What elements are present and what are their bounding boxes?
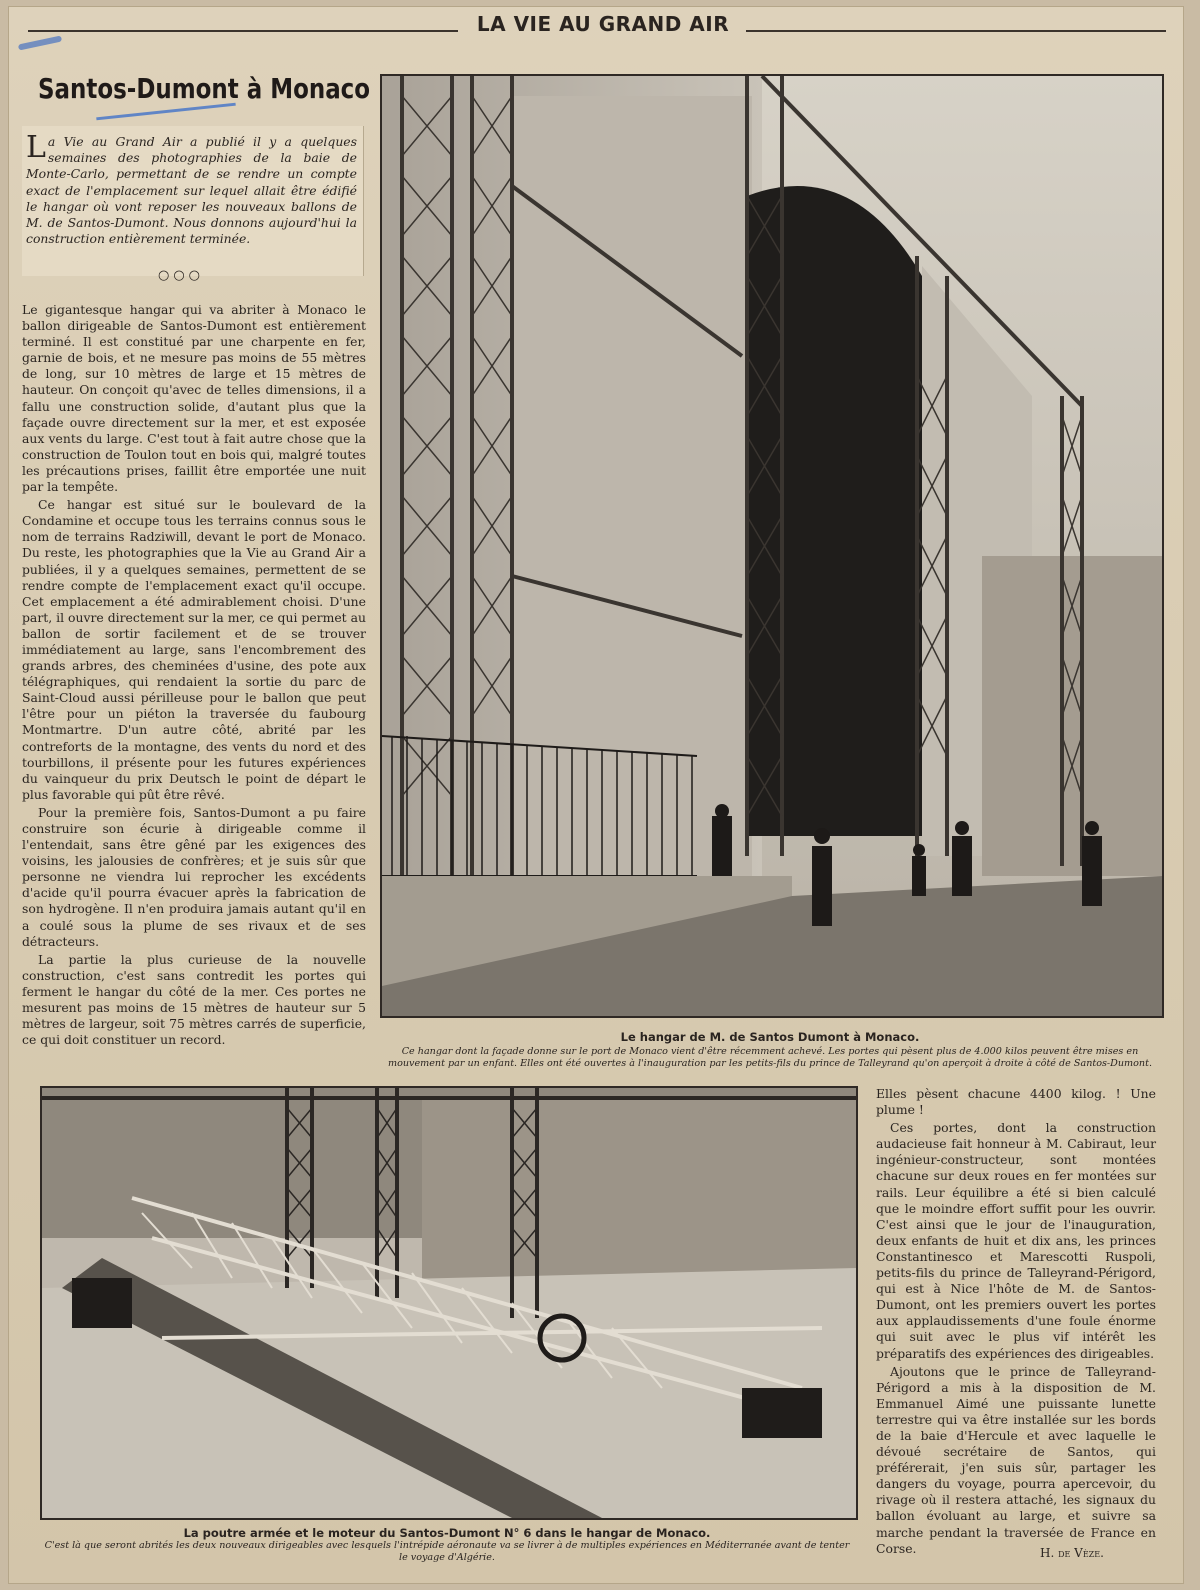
- intro-text: a Vie au Grand Air a publié il y a quelques semaines des photographies de la baie de Monte-Carlo, permettant de se rendre un compte exact de l'emplacement sur lequel allait être édifié le hangar où vont reposer les nouveaux ballons de M. de Santos-Dumont. Nous donnons aujourd'hui la construction entièrement terminée.: [26, 134, 357, 247]
- masthead-title: LA VIE AU GRAND AIR: [476, 12, 730, 36]
- hangar-illustration: [382, 76, 1162, 1016]
- article-headline: Santos-Dumont à Monaco: [38, 72, 371, 105]
- intro-dropcap: L: [26, 130, 46, 165]
- bottom-photo-caption-title: La poutre armée et le moteur du Santos-Dumont N° 6 dans le hangar de Monaco.: [183, 1526, 711, 1540]
- body-paragraph: Ce hangar est situé sur le boulevard de la Condamine et occupe tous les terrains connus sous le nom de terrains Radziwill, devant le port de Monaco. Du reste, les photographies que la Vie au Grand Air a publiées, il y a quelques semaines, permettent de se rendre compte de l'emplacement exact qu'il occupe. Cet emplacement a été admirablement choisi. D'une part, il ouvre directement sur la mer, ce qui permet au ballon de sortir facilement et de se trouver immédiatement au large, sans l'encombrement des grands arbres, des cheminées d'usine, des pote aux télégraphiques, qui rendaient la sortie du parc de Saint-Cloud aussi périlleuse pour le ballon que peut l'être pour un piéton la traversée du faubourg Montmartre. D'un autre côté, abrité par les contreforts de la montagne, des vents du nord et des tourbillons, il présente pour les futures expériences du vainqueur du prix Deutsch le point de départ le plus favorable qui pût être rêvé.: [22, 497, 366, 802]
- beam-illustration: [42, 1088, 856, 1518]
- body-paragraph: Ces portes, dont la construction audacieuse fait honneur à M. Cabiraut, leur ingénieur-constructeur, sont montées chacune sur deux roues en fer montées sur rails. Leur équilibre a été si bien calculé que le moindre effort suffit pour les ouvrir. C'est ainsi que le jour de l'inauguration, deux enfants de huit et dix ans, les princes Constantinesco et Marescotti Ruspoli, petits-fils du prince de Talleyrand-Périgord, qui est à Nice l'hôte de M. de Santos-Dumont, ont les premiers ouvert les portes aux applaudissements d'une foule énorme qui suit avec le plus vif intérêt les préparatifs des expériences des dirigeables.: [876, 1120, 1156, 1361]
- author-signature: H. de Vèze.: [1040, 1546, 1104, 1560]
- section-ornament: ○○○: [158, 268, 205, 283]
- top-photo-caption-text: Ce hangar dont la façade donne sur le port de Monaco vient d'être récemment achevé. Les portes qui pèsent plus de 4.000 kilos peuvent être mises en mouvement par un enfant. Elles ont été ouvertes à l'inauguration par les petits-fils du prince de Talleyrand qu'on aperçoit à droite à côté de Santos-Dumont.: [387, 1046, 1152, 1069]
- article-body-left: [22, 302, 366, 1050]
- body-paragraph: Le gigantesque hangar qui va abriter à Monaco le ballon dirigeable de Santos-Dumont est entièrement terminé. Il est constitué par une charpente en fer, garnie de bois, et ne mesure pas moins de 55 mètres de long, sur 10 mètres de large et 15 mètres de hauteur. On conçoit qu'avec de telles dimensions, il a fallu une construction solide, d'autant plus que la façade ouvre directement sur la mer, et est exposée aux vents du large. C'est tout à fait autre chose que la construction de Toulon tout en bois qui, malgré toutes les précautions prises, faillit être emportée une nuit par la tempête.: [22, 302, 366, 495]
- newspaper-page: [8, 6, 1184, 1584]
- masthead-rule-left: [28, 30, 458, 32]
- beam-and-motor-photo: [40, 1086, 858, 1520]
- bottom-photo-caption-text: C'est là que seront abrités les deux nouveaux dirigeables avec lesquels l'intrépide aéronaute va se livrer à de multiples expériences en Méditerranée avant de tenter le voyage d'Algérie.: [44, 1540, 850, 1563]
- article-intro: [22, 126, 364, 276]
- masthead-rule-right: [746, 30, 1166, 32]
- top-photo-caption-title: Le hangar de M. de Santos Dumont à Monaco.: [620, 1030, 920, 1044]
- body-paragraph: Ajoutons que le prince de Talleyrand-Périgord a mis à la disposition de M. Emmanuel Aimé une puissante lunette terrestre qui va être installée sur les bords de la baie d'Hercule et avec laquelle le dévoué secrétaire de Santos, qui préférerait, j'en suis sûr, partager les dangers du voyage, pourra apercevoir, du rivage où il restera attaché, les signaux du ballon évoluant au large, et suivre sa marche pendant la traversée de France en Corse.: [876, 1363, 1156, 1556]
- pen-underline: [96, 103, 236, 121]
- body-paragraph: Elles pèsent chacune 4400 kilog. ! Une plume !: [876, 1086, 1156, 1118]
- body-paragraph: Pour la première fois, Santos-Dumont a pu faire construire son écurie à dirigeable comme il l'entendait, sans être gêné par les exigences des voisins, les jalousies de confrères; et je suis sûr que personne ne viendra lui reprocher les excédents d'acide qu'il pourra évacuer après la fabrication de son hydrogène. Il n'en produira jamais autant qu'il en a coulé sous la plume de ses rivaux et de ses détracteurs.: [22, 804, 366, 949]
- hangar-photo: [380, 74, 1164, 1018]
- body-paragraph: La partie la plus curieuse de la nouvelle construction, c'est sans contredit les portes qui ferment le hangar du côté de la mer. Ces portes ne mesurent pas moins de 15 mètres de hauteur sur 5 mètres de largeur, soit 75 mètres carrés de superficie, ce qui doit constituer un record.: [22, 951, 366, 1048]
- article-body-right: [876, 1086, 1156, 1559]
- masthead: [8, 12, 1184, 48]
